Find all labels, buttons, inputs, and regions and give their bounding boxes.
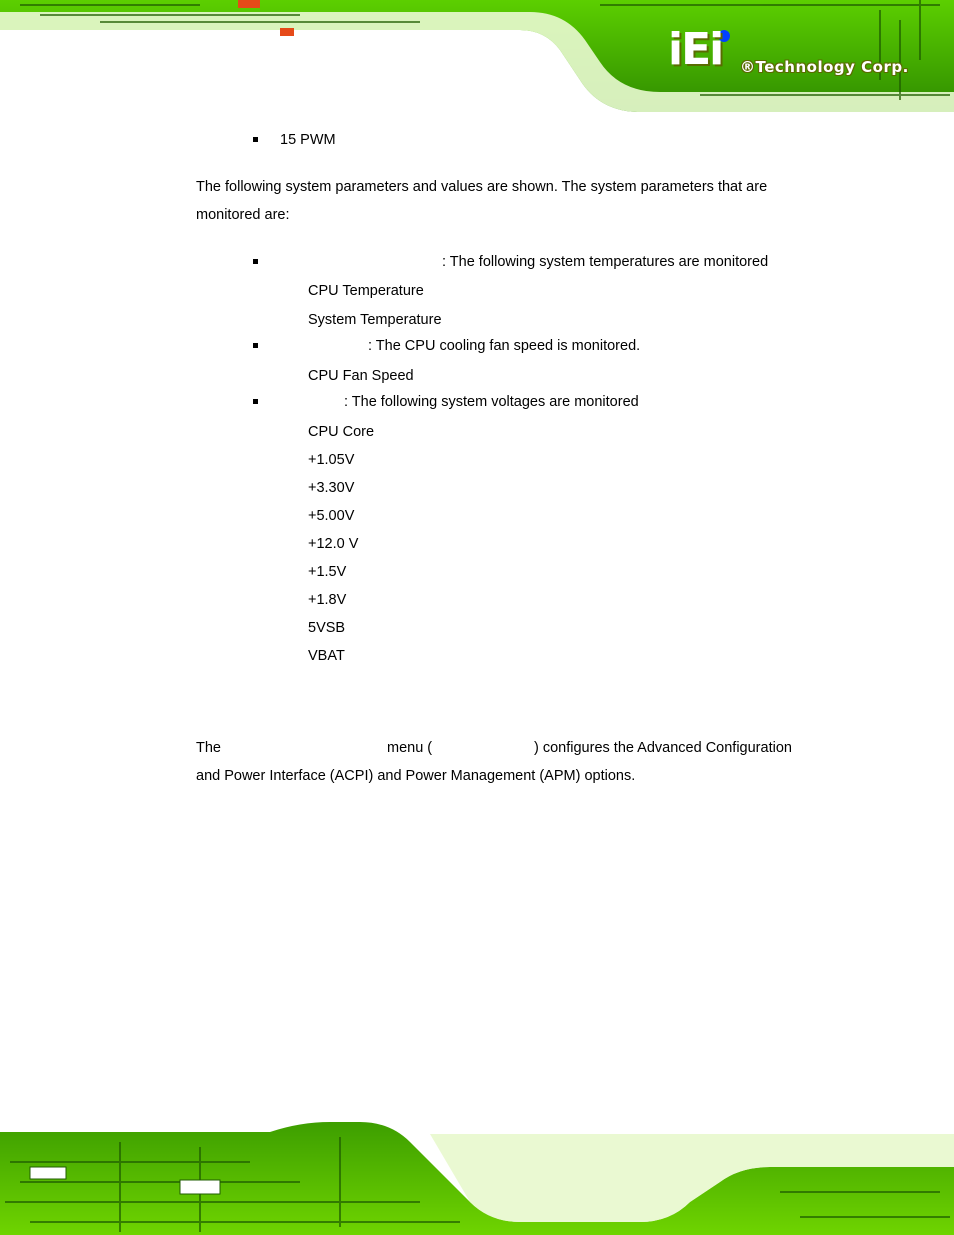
acpi-intro-the: The [196,740,221,756]
fan-description: : The CPU cooling fan speed is monitored. [368,338,641,354]
acpi-intro-line-2: and Power Interface (ACPI) and Power Management (APM) options. [196,768,636,784]
temperature-item: CPU Temperature [308,283,424,299]
temperature-description: : The following system temperatures are monitored [442,254,769,270]
pcb-footer-graphic [0,1122,954,1235]
bullet-icon [253,259,258,264]
bullet-icon [253,137,258,142]
intro-line-2: monitored are: [196,207,290,223]
voltage-item: +1.5V [308,564,347,580]
footer-banner [0,1122,954,1235]
voltage-item: +12.0 V [308,536,359,552]
voltage-item: +3.30V [308,480,355,496]
bullet-icon [253,399,258,404]
voltage-item: +5.00V [308,508,355,524]
acpi-intro-menu: menu ( [387,740,433,756]
company-logo-mark: iEi [668,24,723,75]
fan-item: CPU Fan Speed [308,368,414,384]
temperature-item: System Temperature [308,312,442,328]
bullet-icon [253,343,258,348]
voltage-item: CPU Core [308,424,375,440]
pcb-header-graphic [0,0,954,112]
pwm-item: 15 PWM [280,132,336,148]
company-logo-text: ®Technology Corp. [740,58,909,76]
voltage-item: 5VSB [308,620,346,636]
header-banner [0,0,954,112]
intro-line-1: The following system parameters and values are shown. The system parameters that are [196,179,768,195]
voltage-item: VBAT [308,648,345,664]
voltage-item: +1.05V [308,452,355,468]
voltage-item: +1.8V [308,592,347,608]
voltage-description: : The following system voltages are monitored [344,394,639,410]
acpi-intro-rest: ) configures the Advanced Configuration [534,740,792,756]
